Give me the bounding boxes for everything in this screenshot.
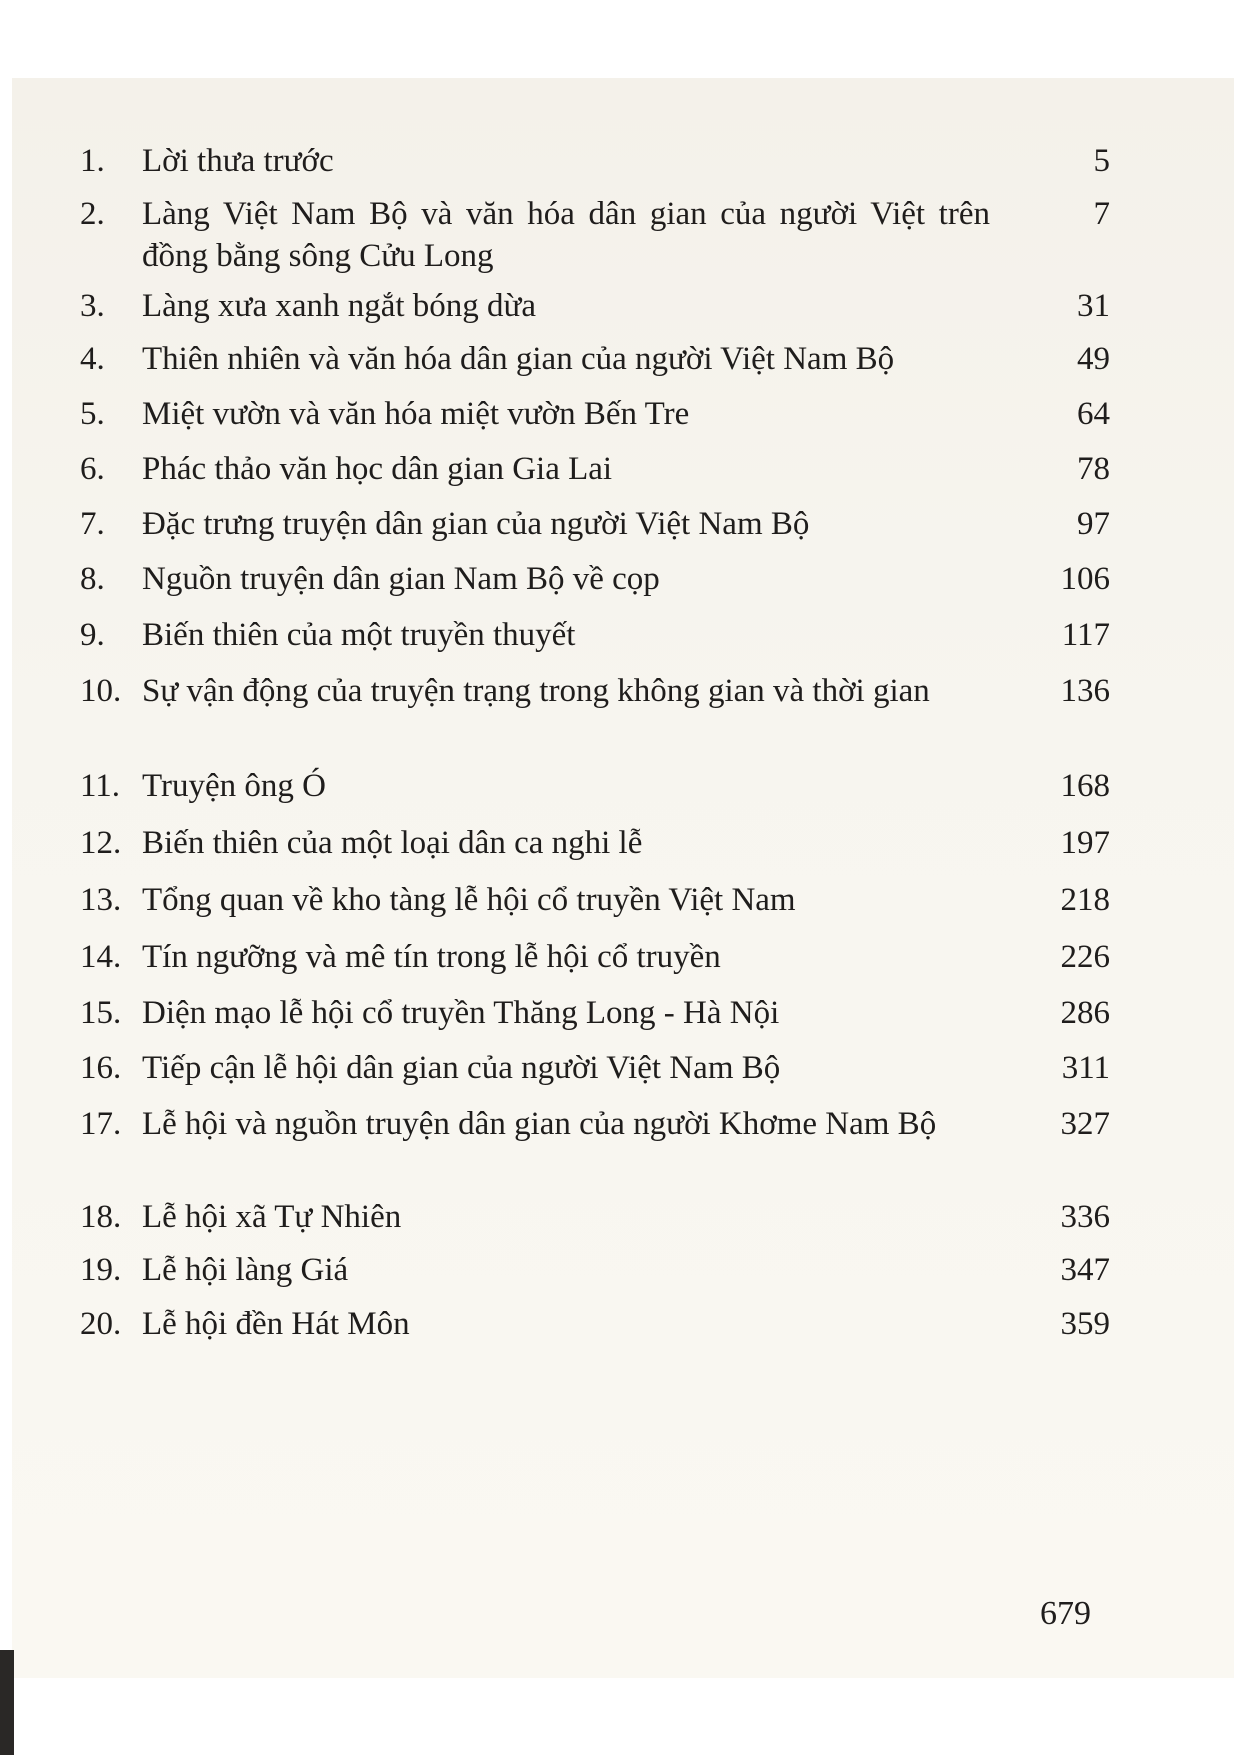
toc-entry-text [80,393,990,435]
toc-entry-page: 117 [1061,617,1110,653]
toc-entry-number: 1. [80,143,105,179]
toc-entry-number: 13. [80,882,122,918]
toc-entry [80,1103,1110,1145]
toc-entry-title: Lễ hội và nguồn truyện dân gian của người Khơme Nam Bộ [142,1106,937,1142]
toc-entry-page: 197 [1060,825,1110,861]
toc-entry-page: 64 [1077,396,1110,432]
toc-entry-text [80,558,990,600]
toc-entry-number: 16. [80,1050,122,1086]
toc-entry-title: Lễ hội làng Giá [142,1252,349,1288]
toc-entry-page: 311 [1061,1050,1110,1086]
toc-entry-text [80,879,990,921]
toc-entry [80,1303,1110,1345]
toc-entry-number: 20. [80,1306,122,1342]
toc-entry-number: 19. [80,1252,122,1288]
toc-entry-page: 49 [1077,341,1110,377]
toc-entry-text [80,448,990,490]
page-edge-shadow [0,1650,14,1755]
toc-entry-page: 136 [1060,673,1110,709]
toc-entry-title: Tiếp cận lễ hội dân gian của người Việt Nam Bộ [142,1050,781,1086]
toc-entry [80,1047,1110,1089]
toc-entry-number: 9. [80,617,105,653]
toc-entry-text [80,503,990,545]
toc-entry-number: 4. [80,341,105,377]
toc-entry [80,558,1110,600]
toc-entry-page: 327 [1060,1106,1110,1142]
toc-entry-text [80,338,990,380]
toc-entry-title: Biến thiên của một truyền thuyết [142,617,576,653]
toc-entry-text [80,285,990,327]
toc-entry-number: 7. [80,506,105,542]
toc-entry-title: Sự vận động của truyện trạng trong không gian và thời gian [142,673,930,709]
toc-entry [80,1196,1110,1238]
toc-entry-page: 347 [1060,1252,1110,1288]
toc-entry-title: Biến thiên của một loại dân ca nghi lễ [142,825,643,861]
toc-entry [80,503,1110,545]
toc-entry-number: 15. [80,995,122,1031]
toc-entry-text [80,936,990,978]
toc-entry-text [80,614,990,656]
toc-entry [80,393,1110,435]
toc-entry [80,285,1110,327]
toc-entry [80,670,1110,712]
toc-entry-title: Truyện ông Ó [142,768,326,804]
toc-entry-title: Lễ hội đền Hát Môn [142,1306,410,1342]
toc-entry [80,614,1110,656]
toc-entry [80,338,1110,380]
toc-entry [80,992,1110,1034]
toc-entry [80,448,1110,490]
toc-entry-page: 5 [1093,143,1110,179]
toc-entry-text [80,992,990,1034]
toc-entry-number: 10. [80,673,122,709]
toc-entry-title: Làng Việt Nam Bộ và văn hóa dân gian của người Việt trên đồng bằng sông Cửu Long [142,196,990,274]
toc-entry-text [80,1249,990,1291]
toc-entry-text [80,765,990,807]
toc-entry-title: Tín ngưỡng và mê tín trong lễ hội cổ truyền [142,939,721,975]
toc-entry-page: 226 [1060,939,1110,975]
toc-entry-number: 3. [80,288,105,324]
toc-entry-number: 5. [80,396,105,432]
toc-entry-text [80,1303,990,1345]
toc-entry-title: Nguồn truyện dân gian Nam Bộ về cọp [142,561,660,597]
toc-entry [80,1249,1110,1291]
toc-entry-title: Làng xưa xanh ngắt bóng dừa [142,288,537,324]
toc-entry-number: 18. [80,1199,122,1235]
toc-entry-number: 17. [80,1106,122,1142]
toc-entry-page: 78 [1077,451,1110,487]
toc-entry-title: Lễ hội xã Tự Nhiên [142,1199,402,1235]
page-number: 679 [1040,1595,1091,1632]
toc-entry-page: 97 [1077,506,1110,542]
toc-entry-page: 336 [1060,1199,1110,1235]
toc-entry-page: 168 [1060,768,1110,804]
toc-entry-title: Lời thưa trước [142,143,334,179]
toc-entry-text [80,670,990,712]
toc-entry-page: 286 [1060,995,1110,1031]
toc-entry-title: Đặc trưng truyện dân gian của người Việt Nam Bộ [142,506,810,542]
toc-entry-page: 31 [1077,288,1110,324]
toc-entry-number: 11. [80,768,121,804]
toc-entry-number: 14. [80,939,122,975]
toc-entry-title: Tổng quan về kho tàng lễ hội cổ truyền Việt Nam [142,882,796,918]
toc-entry-title: Phác thảo văn học dân gian Gia Lai [142,451,613,487]
toc-entry-number: 12. [80,825,122,861]
toc-entry-title: Miệt vườn và văn hóa miệt vườn Bến Tre [142,396,690,432]
toc-entry [80,936,1110,978]
toc-entry-title: Diện mạo lễ hội cổ truyền Thăng Long - Hà Nội [142,995,780,1031]
toc-entry [80,140,1110,182]
toc-entry [80,879,1110,921]
toc-entry [80,765,1110,807]
toc-entry-page: 359 [1060,1306,1110,1342]
toc-entry [80,193,1110,277]
toc-entry-text [80,1196,990,1238]
toc-entry-number: 2. [80,196,105,232]
toc-entry-text [80,822,990,864]
toc-entry-text [80,1047,990,1089]
toc-entry-number: 6. [80,451,105,487]
toc-entry-title: Thiên nhiên và văn hóa dân gian của người Việt Nam Bộ [142,341,895,377]
toc-entry-page: 218 [1060,882,1110,918]
toc-entry-page: 106 [1060,561,1110,597]
toc-entry-text [80,140,990,182]
toc-entry-page: 7 [1093,196,1110,232]
toc-entry-text [80,193,990,277]
toc-entry-number: 8. [80,561,105,597]
toc-entry [80,822,1110,864]
toc-entry-text [80,1103,990,1145]
